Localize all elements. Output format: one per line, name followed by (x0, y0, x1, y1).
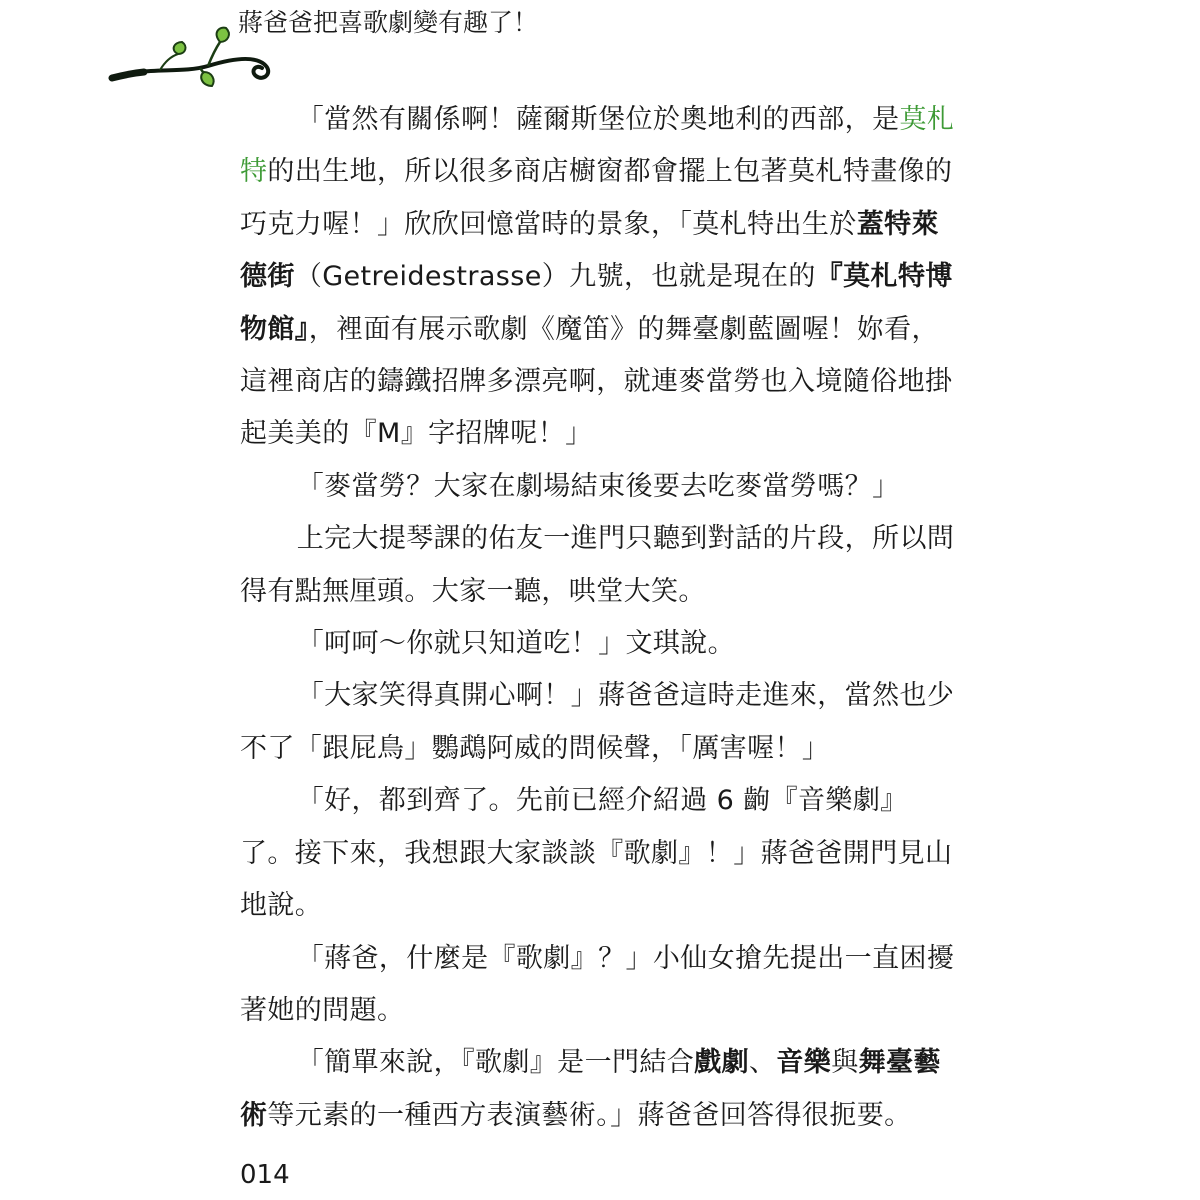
text-run: 「呵呵～你就只知道吃！」文琪說。 (296, 628, 736, 660)
highlighted-term: 莫札特 (240, 104, 955, 188)
paragraph (240, 933, 962, 1038)
text-run: 、 (749, 1047, 777, 1079)
text-run: 的出生地，所以很多商店櫥窗都會擺上包著莫札特畫像的巧克力喔！」欣欣回憶當時的景象，「莫札特出生於 (240, 156, 953, 240)
paragraph (240, 513, 962, 618)
body-text (240, 94, 962, 1142)
text-run: ，裡面有展示歌劇《魔笛》的舞臺劇藍圖喔！妳看，這裡商店的鑄鐵招牌多漂亮啊，就連麥當勞也入境隨俗地掛起美美的『M』字招牌呢！」 (240, 313, 953, 450)
bold-term: 蓋特萊德街 (240, 208, 939, 293)
bold-term: 戲劇 (694, 1047, 749, 1079)
text-run: 「大家笑得真開心啊！」蔣爸爸這時走進來，當然也少不了「跟屁鳥」鸚鵡阿威的問候聲，「厲害喔！」 (240, 680, 955, 764)
text-run: 等元素的一種西方表演藝術。」蔣爸爸回答得很扼要。 (267, 1099, 912, 1131)
paragraph (240, 618, 962, 670)
text-run: 「好，都到齊了。先前已經介紹過 6 齣『音樂劇』了。接下來，我想跟大家談談『歌劇』！」蔣爸爸開門見山地說。 (240, 785, 953, 922)
text-run: 與 (831, 1047, 859, 1079)
text-run: 「當然有關係啊！薩爾斯堡位於奧地利的西部，是 (296, 104, 900, 135)
text-run: 「麥當勞？大家在劇場結束後要去吃麥當勞嗎？」 (296, 470, 900, 502)
text-run: （Getreidestrasse）九號，也就是現在的 (294, 261, 816, 293)
bold-term: 音樂 (776, 1047, 832, 1079)
text-run: 上完大提琴課的佑友一進門只聽到對話的片段，所以問得有點無厘頭。大家一聽，哄堂大笑。 (240, 523, 955, 607)
text-run: 「蔣爸，什麼是『歌劇』？」小仙女搶先提出一直困擾著她的問題。 (240, 942, 955, 1026)
paragraph (240, 461, 962, 513)
page-number: 014 (240, 1160, 290, 1190)
running-header-title: 蔣爸爸把喜歌劇變有趣了！ (238, 8, 539, 37)
vine-ornament-icon (108, 26, 280, 88)
bold-term: 舞臺藝術 (240, 1047, 941, 1131)
paragraph (240, 670, 962, 775)
paragraph (240, 775, 962, 932)
paragraph (240, 94, 962, 461)
paragraph (240, 1037, 962, 1142)
text-run: 「簡單來說，『歌劇』是一門結合 (296, 1047, 695, 1079)
bold-term: 『莫札特博物館』 (240, 261, 953, 345)
